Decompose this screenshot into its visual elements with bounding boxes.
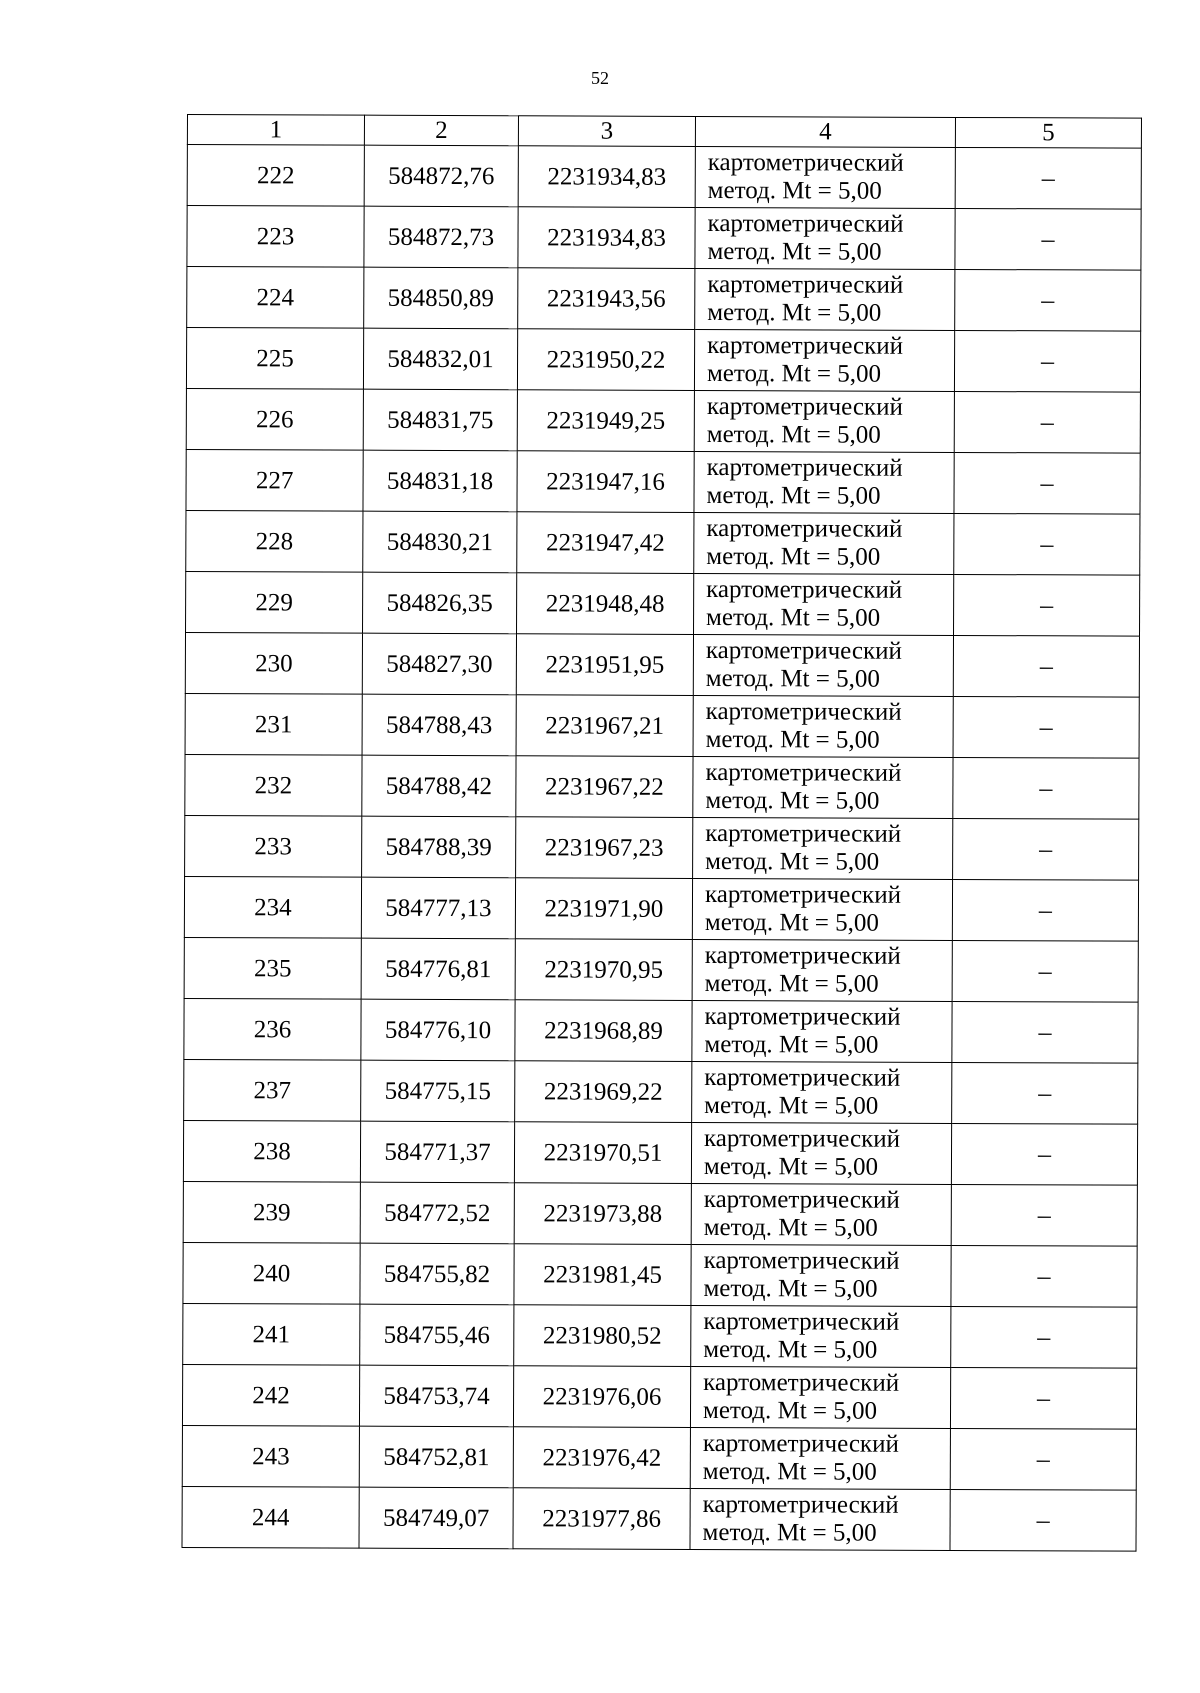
coordinates-table: [181, 114, 1141, 1552]
point-number-cell: 227: [186, 449, 363, 511]
method-line-2: метод. Mt = 5,00: [703, 1335, 878, 1364]
method-cell: [691, 1305, 951, 1367]
note-cell: –: [951, 1245, 1137, 1307]
table-row: [187, 145, 1141, 210]
x-coordinate-cell: 584755,46: [360, 1304, 514, 1366]
note-cell: –: [952, 1001, 1138, 1063]
method-cell: [694, 451, 954, 513]
header-cell: 2: [364, 115, 518, 146]
x-coordinate-cell: 584872,76: [364, 145, 518, 207]
point-number-cell: 228: [186, 510, 363, 572]
table-row: [186, 571, 1140, 636]
point-number-cell: 235: [184, 937, 361, 999]
method-cell: [692, 1000, 952, 1062]
header-cell: 5: [955, 117, 1141, 148]
method-line-2: метод. Mt = 5,00: [703, 1152, 879, 1181]
point-number-cell: 230: [185, 632, 362, 694]
note-cell: –: [953, 818, 1139, 880]
table-row: [187, 206, 1141, 271]
table-row: [186, 328, 1140, 393]
point-number-cell: 238: [183, 1120, 360, 1182]
method-line-1: картометрический: [704, 941, 901, 970]
y-coordinate-cell: 2231970,95: [515, 939, 692, 1001]
method-cell: [694, 573, 954, 635]
table-row: [184, 876, 1138, 941]
method-cell: [693, 817, 953, 879]
note-cell: –: [953, 635, 1139, 697]
method-line-1: картометрический: [702, 1490, 899, 1519]
method-cell: [694, 390, 954, 452]
x-coordinate-cell: 584772,52: [360, 1182, 514, 1244]
method-line-2: метод. Mt = 5,00: [706, 420, 881, 449]
note-cell: –: [954, 391, 1140, 453]
note-cell: –: [954, 452, 1140, 514]
method-cell: [693, 695, 953, 757]
method-line-1: картометрический: [704, 1124, 901, 1153]
method-line-1: картометрический: [704, 1063, 901, 1092]
x-coordinate-cell: 584831,18: [363, 450, 517, 512]
method-line-1: картометрический: [705, 636, 902, 665]
note-cell: –: [951, 1306, 1137, 1368]
x-coordinate-cell: 584777,13: [361, 877, 515, 939]
x-coordinate-cell: 584788,43: [362, 694, 516, 756]
table-row: [182, 1486, 1136, 1551]
point-number-cell: 225: [186, 328, 363, 390]
x-coordinate-cell: 584749,07: [359, 1487, 513, 1549]
method-line-2: метод. Mt = 5,00: [703, 1274, 878, 1303]
table-body: [182, 145, 1141, 1552]
method-line-1: картометрический: [706, 514, 903, 543]
method-line-1: картометрический: [704, 1002, 901, 1031]
note-cell: –: [955, 269, 1141, 331]
point-number-cell: 226: [186, 388, 363, 450]
table-row: [184, 1059, 1138, 1124]
y-coordinate-cell: 2231976,06: [513, 1366, 690, 1428]
x-coordinate-cell: 584872,73: [364, 206, 518, 268]
method-line-1: картометрический: [706, 575, 903, 604]
method-line-2: метод. Mt = 5,00: [707, 237, 882, 266]
table-row: [183, 1242, 1137, 1307]
point-number-cell: 237: [184, 1059, 361, 1121]
y-coordinate-cell: 2231967,23: [516, 817, 693, 879]
note-cell: –: [952, 1062, 1138, 1124]
method-line-2: метод. Mt = 5,00: [706, 542, 881, 571]
method-line-2: метод. Mt = 5,00: [702, 1518, 877, 1547]
y-coordinate-cell: 2231934,83: [518, 207, 695, 269]
method-cell: [692, 878, 952, 940]
method-line-2: метод. Mt = 5,00: [707, 298, 882, 327]
note-cell: –: [955, 208, 1141, 270]
table-row: [185, 754, 1139, 819]
x-coordinate-cell: 584753,74: [359, 1365, 513, 1427]
point-number-cell: 222: [187, 145, 364, 207]
header-row: [187, 115, 1141, 149]
point-number-cell: 240: [183, 1242, 360, 1304]
method-line-2: метод. Mt = 5,00: [704, 1030, 879, 1059]
method-line-2: метод. Mt = 5,00: [704, 969, 879, 998]
x-coordinate-cell: 584850,89: [364, 267, 518, 329]
method-line-1: картометрический: [703, 1368, 900, 1397]
y-coordinate-cell: 2231967,22: [516, 756, 693, 818]
method-line-1: картометрический: [705, 697, 902, 726]
x-coordinate-cell: 584776,81: [361, 938, 515, 1000]
table-row: [185, 693, 1139, 758]
x-coordinate-cell: 584755,82: [360, 1243, 514, 1305]
table-row: [182, 1425, 1136, 1490]
note-cell: –: [953, 696, 1139, 758]
method-line-2: метод. Mt = 5,00: [706, 603, 881, 632]
method-line-1: картометрический: [706, 392, 903, 421]
method-cell: [691, 1122, 951, 1184]
x-coordinate-cell: 584830,21: [363, 511, 517, 573]
point-number-cell: 236: [184, 998, 361, 1060]
y-coordinate-cell: 2231951,95: [516, 634, 693, 696]
note-cell: –: [954, 330, 1140, 392]
note-cell: –: [951, 1123, 1137, 1185]
table-row: [187, 267, 1141, 332]
table-row: [185, 815, 1139, 880]
point-number-cell: 234: [184, 876, 361, 938]
point-number-cell: 242: [182, 1364, 359, 1426]
method-cell: [690, 1366, 950, 1428]
header-cell: 1: [187, 115, 364, 146]
note-cell: –: [955, 147, 1141, 209]
x-coordinate-cell: 584788,42: [362, 755, 516, 817]
y-coordinate-cell: 2231970,51: [514, 1122, 691, 1184]
table-row: [184, 937, 1138, 1002]
method-cell: [690, 1488, 950, 1550]
y-coordinate-cell: 2231980,52: [514, 1305, 691, 1367]
y-coordinate-cell: 2231943,56: [518, 268, 695, 330]
y-coordinate-cell: 2231967,21: [516, 695, 693, 757]
y-coordinate-cell: 2231947,42: [517, 512, 694, 574]
method-line-2: метод. Mt = 5,00: [705, 786, 880, 815]
method-line-1: картометрический: [706, 453, 903, 482]
method-line-1: картометрический: [705, 758, 902, 787]
table-row: [183, 1303, 1137, 1368]
method-line-2: метод. Mt = 5,00: [705, 725, 880, 754]
table-row: [182, 1364, 1136, 1429]
method-line-2: метод. Mt = 5,00: [704, 1091, 879, 1120]
method-cell: [692, 1061, 952, 1123]
method-line-2: метод. Mt = 5,00: [703, 1213, 878, 1242]
method-line-1: картометрический: [707, 209, 904, 238]
method-cell: [690, 1427, 950, 1489]
point-number-cell: 233: [185, 815, 362, 877]
table-row: [186, 388, 1140, 453]
method-line-2: метод. Mt = 5,00: [707, 177, 882, 205]
method-line-1: картометрический: [702, 1429, 899, 1458]
point-number-cell: 239: [183, 1181, 360, 1243]
method-cell: [695, 146, 955, 208]
y-coordinate-cell: 2231934,83: [518, 146, 695, 208]
y-coordinate-cell: 2231977,86: [513, 1488, 690, 1550]
method-line-2: метод. Mt = 5,00: [704, 908, 879, 937]
method-line-2: метод. Mt = 5,00: [705, 847, 880, 876]
y-coordinate-cell: 2231948,48: [517, 573, 694, 635]
x-coordinate-cell: 584752,81: [359, 1426, 513, 1488]
y-coordinate-cell: 2231971,90: [515, 878, 692, 940]
x-coordinate-cell: 584776,10: [361, 999, 515, 1061]
method-cell: [691, 1183, 951, 1245]
method-cell: [692, 939, 952, 1001]
point-number-cell: 224: [187, 267, 364, 329]
y-coordinate-cell: 2231976,42: [513, 1427, 690, 1489]
method-line-1: картометрический: [705, 819, 902, 848]
point-number-cell: 241: [183, 1303, 360, 1365]
x-coordinate-cell: 584826,35: [363, 572, 517, 634]
method-line-1: картометрический: [703, 1246, 900, 1275]
page-number: 52: [591, 68, 609, 88]
x-coordinate-cell: 584827,30: [362, 633, 516, 695]
method-line-2: метод. Mt = 5,00: [702, 1457, 877, 1486]
method-line-2: метод. Mt = 5,00: [706, 481, 881, 510]
x-coordinate-cell: 584832,01: [363, 328, 517, 390]
method-line-1: картометрический: [707, 270, 904, 299]
y-coordinate-cell: 2231973,88: [514, 1183, 691, 1245]
table-row: [184, 998, 1138, 1063]
point-number-cell: 244: [182, 1486, 359, 1548]
table-row: [186, 449, 1140, 514]
method-cell: [694, 512, 954, 574]
method-cell: [693, 756, 953, 818]
table-header: [187, 115, 1141, 149]
note-cell: –: [954, 574, 1140, 636]
method-line-1: картометрический: [703, 1185, 900, 1214]
x-coordinate-cell: 584771,37: [360, 1121, 514, 1183]
y-coordinate-cell: 2231950,22: [517, 329, 694, 391]
method-cell: [693, 634, 953, 696]
table-row: [183, 1181, 1137, 1246]
point-number-cell: 231: [185, 693, 362, 755]
header-cell: 3: [518, 116, 695, 147]
method-line-2: метод. Mt = 5,00: [702, 1396, 878, 1425]
method-cell: [695, 207, 955, 269]
point-number-cell: 223: [187, 206, 364, 268]
table-row: [186, 510, 1140, 575]
method-cell: [691, 1244, 951, 1306]
y-coordinate-cell: 2231969,22: [515, 1061, 692, 1123]
point-number-cell: 243: [182, 1425, 359, 1487]
note-cell: –: [950, 1489, 1136, 1551]
method-line-1: картометрический: [707, 331, 904, 360]
note-cell: –: [952, 940, 1138, 1002]
method-line-1: картометрический: [707, 149, 904, 177]
note-cell: –: [950, 1367, 1136, 1429]
note-cell: –: [954, 513, 1140, 575]
method-line-2: метод. Mt = 5,00: [705, 664, 880, 693]
note-cell: –: [952, 879, 1138, 941]
x-coordinate-cell: 584788,39: [362, 816, 516, 878]
table-row: [183, 1120, 1137, 1185]
header-cell: 4: [695, 116, 955, 147]
table-row: [185, 632, 1139, 697]
point-number-cell: 232: [185, 754, 362, 816]
x-coordinate-cell: 584831,75: [363, 389, 517, 451]
x-coordinate-cell: 584775,15: [361, 1060, 515, 1122]
y-coordinate-cell: 2231949,25: [517, 390, 694, 452]
method-cell: [695, 268, 955, 330]
note-cell: –: [951, 1184, 1137, 1246]
method-cell: [694, 329, 954, 391]
y-coordinate-cell: 2231947,16: [517, 451, 694, 513]
y-coordinate-cell: 2231968,89: [515, 1000, 692, 1062]
note-cell: –: [953, 757, 1139, 819]
method-line-1: картометрический: [704, 880, 902, 909]
y-coordinate-cell: 2231981,45: [514, 1244, 691, 1306]
method-line-2: метод. Mt = 5,00: [706, 359, 882, 388]
point-number-cell: 229: [186, 571, 363, 633]
method-line-1: картометрический: [703, 1307, 900, 1336]
note-cell: –: [950, 1428, 1136, 1490]
